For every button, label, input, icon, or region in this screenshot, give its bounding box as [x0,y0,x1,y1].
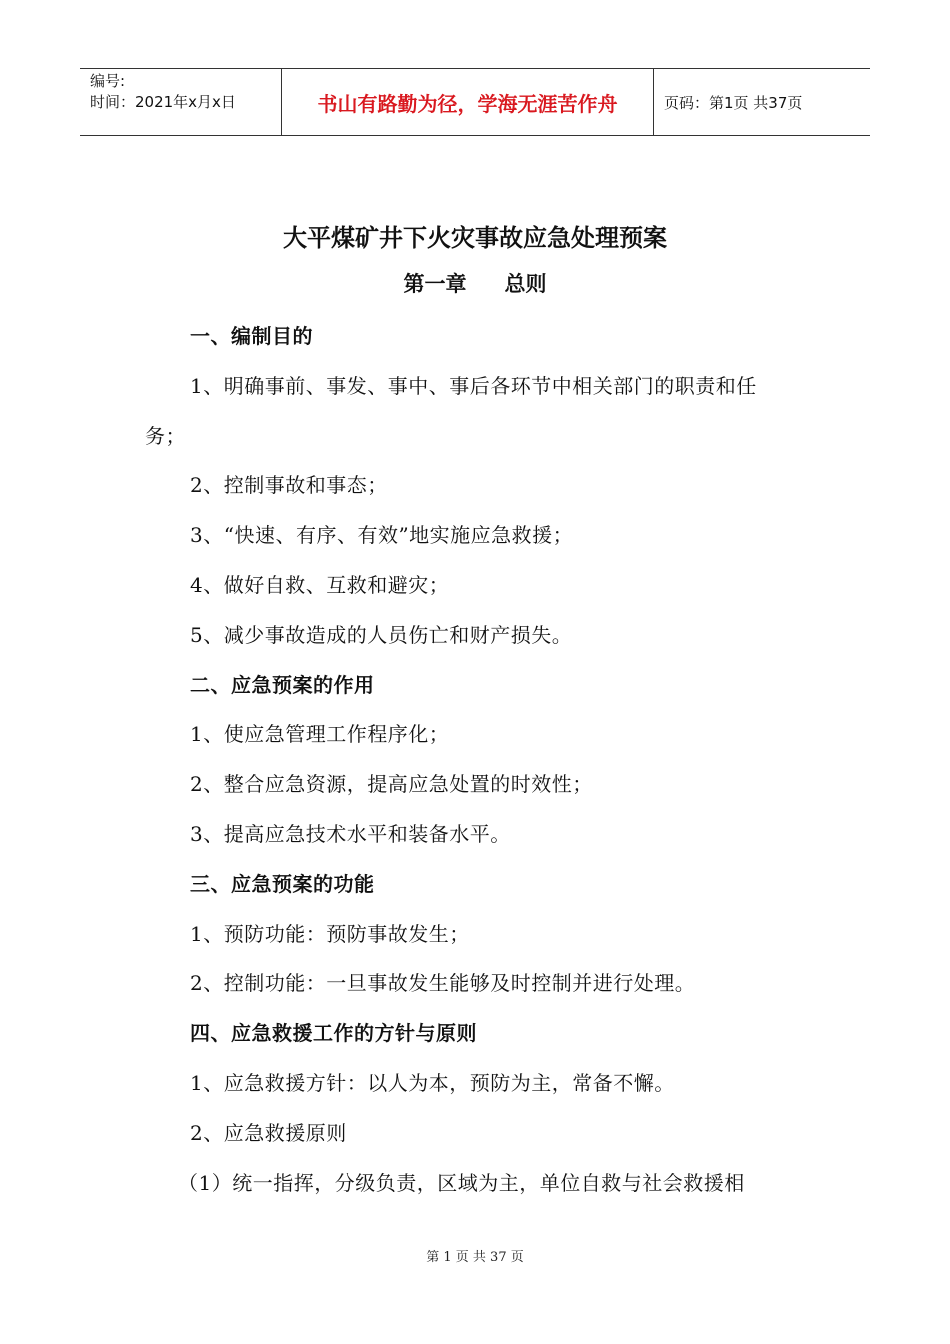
body-paragraph-line: 5、减少事故造成的人员伤亡和财产损失。 [190,623,573,647]
document-number-label: 编号: [90,72,126,90]
chapter-heading [0,268,950,298]
body-paragraph-line: 2、控制事故和事态； [190,473,388,497]
header-meta [80,69,282,135]
motto-text: 书山有路勤为径，学海无涯苦作舟 [317,91,618,116]
body-paragraph-line: 1、明确事前、事发、事中、事后各环节中相关部门的职责和任 [190,374,757,398]
body-paragraph-line: 4、做好自救、互救和避灾； [190,573,450,597]
body-paragraph-line: 3、“快速、有序、有效”地实施应急救援； [190,523,574,547]
body-paragraph-line: （1）统一指挥，分级负责，区域为主，单位自救与社会救援相 [178,1171,745,1195]
document-title: 大平煤矿井下火灾事故应急处理预案 [283,224,667,252]
body-paragraph-line: 2、应急救援原则 [190,1121,347,1145]
body-paragraph-line: 1、应急救援方针：以人为本，预防为主，常备不懈。 [190,1071,675,1095]
body-paragraph-line: 2、整合应急资源，提高应急处置的时效性； [190,772,593,796]
section-heading: 二、应急预案的作用 [190,673,375,697]
section-heading: 四、应急救援工作的方针与原则 [190,1021,477,1045]
section-heading: 一、编制目的 [190,324,313,348]
body-paragraph-line: 务； [145,424,186,448]
page-header [80,68,870,136]
header-page-info [654,69,870,135]
page-info-text: 页码：第1页 共37页 [664,93,803,112]
document-date: 时间：2021年x月x日 [90,93,236,111]
body-paragraph-line: 1、使应急管理工作程序化； [190,722,450,746]
section-heading: 三、应急预案的功能 [190,872,375,896]
body-paragraph-line: 3、提高应急技术水平和装备水平。 [190,822,511,846]
page-footer: 第 1 页 共 37 页 [426,1250,524,1265]
chapter-name: 总则 [504,272,547,296]
body-paragraph-line: 1、预防功能：预防事故发生； [190,922,470,946]
header-motto [282,69,654,135]
body-paragraph-line: 2、控制功能：一旦事故发生能够及时控制并进行处理。 [190,971,696,995]
chapter-number: 第一章 [403,272,467,296]
